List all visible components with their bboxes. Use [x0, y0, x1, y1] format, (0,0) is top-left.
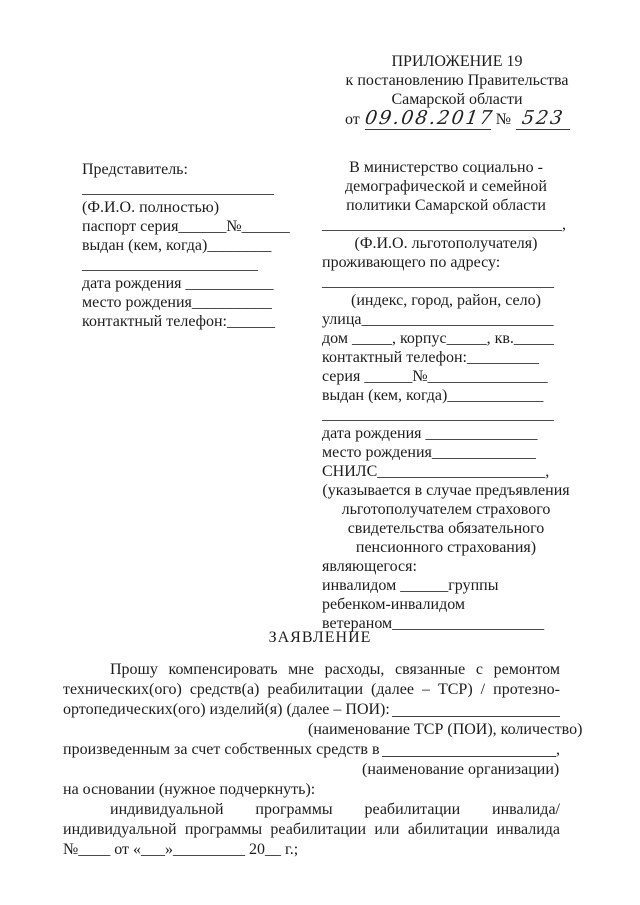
representative-phone-line: контактный телефон:______ [82, 313, 275, 330]
representative-issued-blank: ______________________ [82, 256, 258, 273]
decree-line-1: к постановлению Правительства [345, 72, 569, 89]
child-invalid-line: ребенком-инвалидом [322, 596, 466, 613]
statement-line-1: Прошу компенсировать мне расходы, связанные с ремонтом [110, 661, 560, 678]
snils-line: СНИЛС_____________________, [322, 463, 550, 480]
veteran-line: ветераном___________________ [322, 615, 545, 632]
address-caption: (индекс, город, район, село) [351, 292, 541, 309]
snils-caption-3: свидетельства обязательного [347, 520, 545, 537]
organization-caption: (наименование организации) [362, 761, 560, 778]
statement-line-3-text: ортопедических(ого) изделий(я) (далее – ПОИ): [63, 701, 390, 718]
representative-passport-line: паспорт серия______№______ [82, 218, 290, 235]
tsr-name-caption: (наименование ТСР (ПОИ), количество) [308, 721, 583, 738]
being-label: являющегося: [322, 558, 417, 575]
ministry-line-1: В министерство социально - [349, 159, 543, 176]
statement-line-4-suffix: , [556, 741, 560, 758]
statement-line-4 [63, 740, 560, 760]
invalid-group-line: инвалидом ______группы [322, 577, 499, 594]
representative-fio-blank: ________________________ [82, 180, 274, 197]
ministry-line-2: демографической и семейной [344, 178, 547, 195]
statement-line-8: №____ от «___»_________ 20__ г.; [63, 841, 299, 858]
snils-caption-4: пенсионного страхования) [355, 539, 537, 556]
decree-line-2: Самарской области [391, 91, 523, 108]
statement-line-7: индивидуальной программы реабилитации или абилитации инвалида [63, 821, 560, 838]
representative-block [82, 160, 292, 331]
date-value-handwritten: 09.08.2017 [363, 107, 496, 129]
representative-birth-date-line: дата рождения ___________ [82, 275, 274, 292]
beneficiary-birth-date-line: дата рождения ______________ [322, 425, 538, 442]
beneficiary-fio-blank: ______________________________, [322, 216, 566, 233]
number-sign: № [495, 111, 512, 128]
statement-line-6: индивидуальной программы реабилитации инвалида/ [110, 801, 560, 818]
residing-label: проживающего по адресу: [322, 254, 501, 271]
statement-line-5: на основании (нужное подчеркнуть): [63, 781, 316, 798]
beneficiary-phone-line: контактный телефон:_________ [322, 349, 539, 366]
house-line: дом _____, корпус_____, кв._____ [322, 330, 554, 347]
representative-issued-line: выдан (кем, когда)________ [82, 237, 272, 254]
decree-date-line [341, 107, 573, 130]
statement-line-4-text: произведенным за счет собственных средств в [63, 741, 380, 758]
number-value-handwritten: 523 [520, 107, 566, 129]
snils-caption-1: (указывается в случае предъявления [322, 482, 570, 499]
passport-issued-blank: _____________________________ [322, 406, 554, 423]
street-line: улица________________________ [322, 311, 554, 328]
passport-issued-line: выдан (кем, когда)____________ [322, 387, 544, 404]
passport-series-line: серия ______№_______________ [322, 368, 548, 385]
statement-line-2: технических(ого) средств(а) реабилитации (далее – ТСР) / протезно- [63, 681, 560, 698]
number-blank-underline [516, 107, 570, 130]
statement-body [63, 660, 583, 860]
addressee-block [322, 158, 570, 633]
tsr-name-blank-underline [392, 716, 560, 717]
appendix-header [341, 52, 573, 130]
statement-line-3 [63, 700, 560, 720]
organization-blank-underline [382, 756, 557, 757]
beneficiary-fio-caption: (Ф.И.О. льготополучателя) [354, 235, 538, 252]
representative-fio-caption: (Ф.И.О. полностью) [82, 199, 220, 216]
date-blank-underline [363, 107, 496, 130]
ministry-line-3: политики Самарской области [346, 197, 546, 214]
beneficiary-birth-place-line: место рождения_____________ [322, 444, 536, 461]
address-blank: _____________________________ [322, 273, 554, 290]
appendix-title: ПРИЛОЖЕНИЕ 19 [391, 53, 523, 70]
representative-birth-place-line: место рождения__________ [82, 294, 272, 311]
date-prefix: от [345, 111, 360, 128]
statement-heading: ЗАЯВЛЕНИЕ [268, 629, 372, 646]
snils-caption-2: льготополучателем страхового [341, 501, 551, 518]
representative-label: Представитель: [82, 161, 188, 178]
